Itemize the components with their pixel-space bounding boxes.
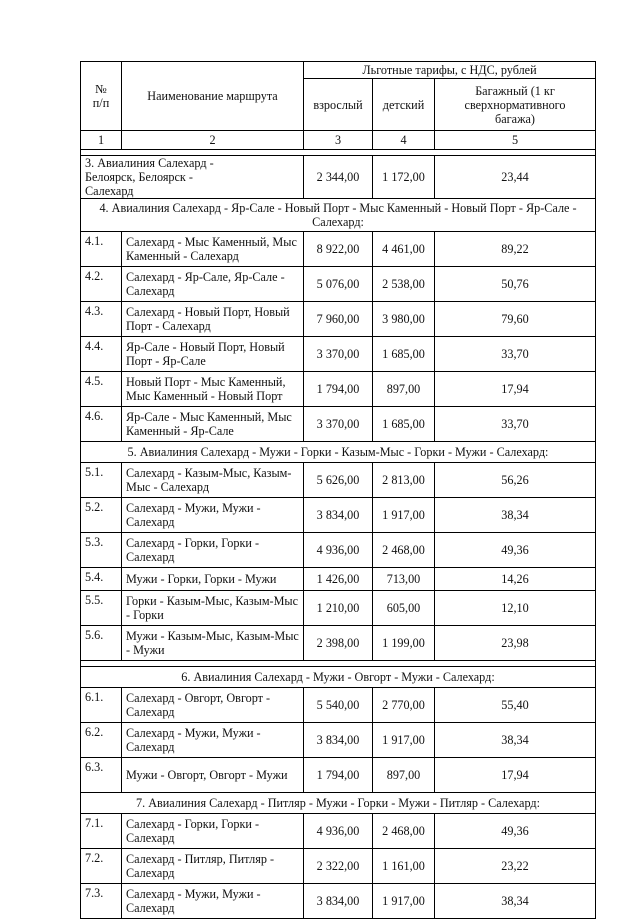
row-number: 7.2. [81,849,122,884]
route-name: Горки - Казым-Мыс, Казым-Мыс - Горки [122,591,304,626]
row-number: 5.3. [81,533,122,568]
adult-fare: 7 960,00 [304,302,373,337]
adult-fare: 3 370,00 [304,407,373,442]
baggage-fare: 33,70 [435,407,596,442]
header-tariffs-group: Льготные тарифы, с НДС, рублей [304,62,596,79]
baggage-fare: 23,98 [435,626,596,661]
route-row [81,463,596,498]
route-row [81,156,596,199]
route-row [81,337,596,372]
header-child: детский [373,79,435,131]
row-number: 7.3. [81,884,122,919]
index-cell: 1 [81,131,122,150]
row-number: 4.2. [81,267,122,302]
section-title: 4. Авиалиния Салехард - Яр-Сале - Новый Порт - Мыс Каменный - Новый Порт - Яр-Сале - Салехард: [81,199,596,232]
route-row [81,372,596,407]
route-name: Салехард - Казым-Мыс, Казым-Мыс - Салехард [122,463,304,498]
child-fare: 1 172,00 [373,156,435,199]
section-row [81,667,596,688]
header-route: Наименование маршрута [122,62,304,131]
child-fare: 2 770,00 [373,688,435,723]
section-row [81,199,596,232]
route-row [81,626,596,661]
route-row [81,723,596,758]
adult-fare: 1 794,00 [304,758,373,793]
child-fare: 1 199,00 [373,626,435,661]
adult-fare: 5 626,00 [304,463,373,498]
section-title: 7. Авиалиния Салехард - Питляр - Мужи - Горки - Мужи - Питляр - Салехард: [81,793,596,814]
adult-fare: 5 540,00 [304,688,373,723]
row-number: 6.1. [81,688,122,723]
baggage-fare: 38,34 [435,723,596,758]
route-name: Салехард - Мужи, Мужи - Салехард [122,884,304,919]
route-row [81,814,596,849]
baggage-fare: 89,22 [435,232,596,267]
child-fare: 897,00 [373,372,435,407]
baggage-fare: 23,44 [435,156,596,199]
route-name: Салехард - Питляр, Питляр - Салехард [122,849,304,884]
child-fare: 2 468,00 [373,814,435,849]
row-number: 5.4. [81,568,122,591]
child-fare: 1 161,00 [373,849,435,884]
tariffs-table-body [81,62,596,919]
route-name: Яр-Сале - Новый Порт, Новый Порт - Яр-Сале [122,337,304,372]
adult-fare: 2 322,00 [304,849,373,884]
child-fare: 1 685,00 [373,407,435,442]
child-fare: 1 685,00 [373,337,435,372]
route-name: Салехард - Овгорт, Овгорт - Салехард [122,688,304,723]
baggage-fare: 33,70 [435,337,596,372]
baggage-fare: 79,60 [435,302,596,337]
row-number: 6.2. [81,723,122,758]
adult-fare: 3 834,00 [304,884,373,919]
adult-fare: 4 936,00 [304,533,373,568]
adult-fare: 8 922,00 [304,232,373,267]
route-row [81,849,596,884]
baggage-fare: 56,26 [435,463,596,498]
baggage-fare: 38,34 [435,498,596,533]
route-name: Новый Порт - Мыс Каменный, Мыс Каменный - Новый Порт [122,372,304,407]
route-row [81,884,596,919]
adult-fare: 1 210,00 [304,591,373,626]
baggage-fare: 50,76 [435,267,596,302]
tariffs-table [80,61,596,919]
route-name: Салехард - Яр-Сале, Яр-Сале - Салехард [122,267,304,302]
adult-fare: 5 076,00 [304,267,373,302]
row-number: 4.6. [81,407,122,442]
row-number: 4.3. [81,302,122,337]
baggage-fare: 38,34 [435,884,596,919]
row-number: 4.4. [81,337,122,372]
row-number: 4.1. [81,232,122,267]
child-fare: 2 813,00 [373,463,435,498]
route-name: Салехард - Мужи, Мужи - Салехард [122,498,304,533]
route-row [81,591,596,626]
adult-fare: 3 370,00 [304,337,373,372]
section-row [81,793,596,814]
child-fare: 1 917,00 [373,723,435,758]
route-row [81,568,596,591]
route-row [81,533,596,568]
row-number: 5.5. [81,591,122,626]
route-row [81,407,596,442]
route-name: Салехард - Новый Порт, Новый Порт - Салехард [122,302,304,337]
row-number: 7.1. [81,814,122,849]
child-fare: 4 461,00 [373,232,435,267]
baggage-fare: 17,94 [435,758,596,793]
adult-fare: 4 936,00 [304,814,373,849]
adult-fare: 1 426,00 [304,568,373,591]
baggage-fare: 49,36 [435,814,596,849]
baggage-fare: 12,10 [435,591,596,626]
index-cell: 5 [435,131,596,150]
route-row [81,267,596,302]
route-name: Мужи - Горки, Горки - Мужи [122,568,304,591]
row-number: 5.6. [81,626,122,661]
child-fare: 1 917,00 [373,498,435,533]
route-row [81,688,596,723]
child-fare: 3 980,00 [373,302,435,337]
baggage-fare: 49,36 [435,533,596,568]
child-fare: 897,00 [373,758,435,793]
route-row [81,302,596,337]
row-number: 5.2. [81,498,122,533]
row-number: 4.5. [81,372,122,407]
route-name: Мужи - Овгорт, Овгорт - Мужи [122,758,304,793]
header-baggage: Багажный (1 кг сверхнормативного багажа) [435,79,596,131]
route-row [81,758,596,793]
row-number: 5.1. [81,463,122,498]
route-name: Салехард - Горки, Горки - Салехард [122,814,304,849]
baggage-fare: 17,94 [435,372,596,407]
section-row [81,442,596,463]
route-name: Салехард - Мыс Каменный, Мыс Каменный - Салехард [122,232,304,267]
baggage-fare: 14,26 [435,568,596,591]
child-fare: 1 917,00 [373,884,435,919]
section-title: 5. Авиалиния Салехард - Мужи - Горки - Казым-Мыс - Горки - Мужи - Салехард: [81,442,596,463]
header-adult: взрослый [304,79,373,131]
child-fare: 2 538,00 [373,267,435,302]
route-row [81,232,596,267]
baggage-fare: 23,22 [435,849,596,884]
index-cell: 2 [122,131,304,150]
route-name: Мужи - Казым-Мыс, Казым-Мыс - Мужи [122,626,304,661]
route-name: Салехард - Горки, Горки - Салехард [122,533,304,568]
adult-fare: 2 344,00 [304,156,373,199]
adult-fare: 3 834,00 [304,498,373,533]
index-cell: 4 [373,131,435,150]
child-fare: 2 468,00 [373,533,435,568]
child-fare: 713,00 [373,568,435,591]
adult-fare: 1 794,00 [304,372,373,407]
index-cell: 3 [304,131,373,150]
route-row [81,498,596,533]
baggage-fare: 55,40 [435,688,596,723]
header-num: № п/п [81,62,122,131]
adult-fare: 2 398,00 [304,626,373,661]
child-fare: 605,00 [373,591,435,626]
route-name: Яр-Сале - Мыс Каменный, Мыс Каменный - Яр-Сале [122,407,304,442]
route-name: Салехард - Мужи, Мужи - Салехард [122,723,304,758]
adult-fare: 3 834,00 [304,723,373,758]
section-title: 6. Авиалиния Салехард - Мужи - Овгорт - Мужи - Салехард: [81,667,596,688]
route-name: 3. Авиалиния Салехард - Белоярск, Белоярск - Салехард [81,156,304,199]
row-number: 6.3. [81,758,122,793]
